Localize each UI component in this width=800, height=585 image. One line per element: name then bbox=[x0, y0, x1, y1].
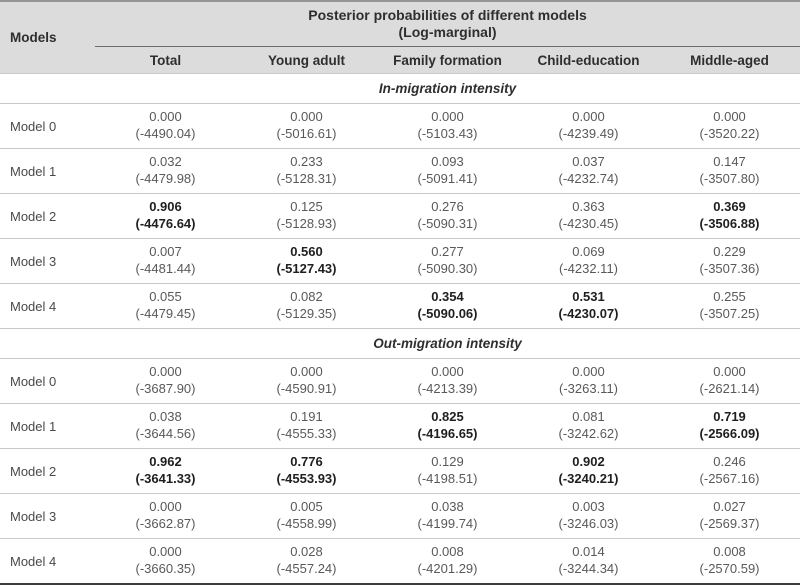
probability-cell bbox=[95, 539, 236, 585]
probability-cell bbox=[377, 539, 518, 585]
log-marginal-value: (-5090.06) bbox=[417, 306, 478, 321]
posterior-probability-value: 0.038 bbox=[149, 409, 182, 425]
model-label: Model 1 bbox=[10, 163, 57, 179]
posterior-probability-value: 0.125 bbox=[290, 199, 323, 215]
log-marginal-value: (-5090.30) bbox=[417, 261, 478, 276]
log-marginal-value: (-4198.51) bbox=[417, 471, 478, 486]
column-header-young-adult: Young adult bbox=[236, 47, 377, 74]
probability-cell bbox=[95, 239, 236, 284]
model-label: Model 1 bbox=[10, 418, 57, 434]
posterior-probability-value: 0.000 bbox=[149, 499, 182, 515]
probability-cell bbox=[95, 494, 236, 539]
posterior-probability-value: 0.082 bbox=[290, 289, 323, 305]
probability-cell bbox=[95, 194, 236, 239]
table-row bbox=[0, 194, 800, 239]
posterior-probability-value: 0.038 bbox=[431, 499, 464, 515]
probability-cell bbox=[236, 149, 377, 194]
posterior-probability-value: 0.191 bbox=[290, 409, 323, 425]
log-marginal-value: (-4230.07) bbox=[558, 306, 619, 321]
section-label: Out-migration intensity bbox=[373, 336, 522, 351]
log-marginal-value: (-3263.11) bbox=[558, 381, 618, 396]
posterior-probability-value: 0.000 bbox=[431, 109, 464, 125]
section-header-row bbox=[0, 329, 800, 359]
posterior-probability-value: 0.014 bbox=[572, 544, 605, 560]
table-title-line2: (Log-marginal) bbox=[398, 24, 497, 40]
probability-cell bbox=[236, 359, 377, 404]
probability-cell bbox=[659, 449, 800, 494]
probability-cell bbox=[659, 494, 800, 539]
log-marginal-value: (-3662.87) bbox=[135, 516, 196, 531]
posterior-probability-value: 0.233 bbox=[290, 154, 323, 170]
posterior-probability-value: 0.369 bbox=[713, 199, 746, 215]
log-marginal-value: (-3507.36) bbox=[699, 261, 760, 276]
posterior-probability-value: 0.000 bbox=[713, 109, 746, 125]
log-marginal-value: (-5128.31) bbox=[276, 171, 337, 186]
table-row bbox=[0, 359, 800, 404]
posterior-probability-value: 0.005 bbox=[290, 499, 323, 515]
log-marginal-value: (-4558.99) bbox=[276, 516, 337, 531]
posterior-probability-value: 0.093 bbox=[431, 154, 464, 170]
probability-cell bbox=[236, 494, 377, 539]
log-marginal-value: (-4213.39) bbox=[417, 381, 478, 396]
posterior-probability-value: 0.246 bbox=[713, 454, 746, 470]
log-marginal-value: (-4230.45) bbox=[558, 216, 619, 231]
log-marginal-value: (-4239.49) bbox=[558, 126, 619, 141]
log-marginal-value: (-4553.93) bbox=[276, 471, 337, 486]
log-marginal-value: (-4555.33) bbox=[276, 426, 337, 441]
probability-cell bbox=[518, 404, 659, 449]
posterior-probability-value: 0.027 bbox=[713, 499, 746, 515]
log-marginal-value: (-4232.74) bbox=[558, 171, 619, 186]
log-marginal-value: (-5129.35) bbox=[276, 306, 337, 321]
probability-cell bbox=[659, 359, 800, 404]
section-label: In-migration intensity bbox=[378, 81, 517, 96]
probability-cell bbox=[236, 194, 377, 239]
log-marginal-value: (-4201.29) bbox=[417, 561, 478, 576]
probability-cell bbox=[377, 149, 518, 194]
posterior-probability-value: 0.000 bbox=[149, 544, 182, 560]
posterior-probability-value: 0.000 bbox=[149, 364, 182, 380]
posterior-probability-value: 0.229 bbox=[713, 244, 746, 260]
probability-cell bbox=[518, 449, 659, 494]
table-row bbox=[0, 539, 800, 585]
section-spacer bbox=[0, 329, 95, 359]
probability-cell bbox=[95, 284, 236, 329]
log-marginal-value: (-5103.43) bbox=[417, 126, 478, 141]
posterior-probability-value: 0.032 bbox=[149, 154, 182, 170]
probability-cell bbox=[377, 194, 518, 239]
probability-cell bbox=[95, 404, 236, 449]
model-label: Model 4 bbox=[10, 553, 57, 569]
model-label: Model 0 bbox=[10, 373, 57, 389]
probability-cell bbox=[95, 149, 236, 194]
probability-cell bbox=[236, 404, 377, 449]
probability-cell bbox=[659, 104, 800, 149]
log-marginal-value: (-5016.61) bbox=[276, 126, 337, 141]
posterior-probability-value: 0.776 bbox=[290, 454, 323, 470]
log-marginal-value: (-5128.93) bbox=[276, 216, 337, 231]
table-row bbox=[0, 494, 800, 539]
log-marginal-value: (-4196.65) bbox=[417, 426, 478, 441]
probability-cell bbox=[236, 284, 377, 329]
probability-cell bbox=[236, 539, 377, 585]
posterior-probability-value: 0.255 bbox=[713, 289, 746, 305]
model-label: Model 2 bbox=[10, 208, 57, 224]
log-marginal-value: (-4557.24) bbox=[276, 561, 337, 576]
probability-cell bbox=[95, 359, 236, 404]
column-header-total: Total bbox=[95, 47, 236, 74]
posterior-probability-value: 0.906 bbox=[149, 199, 182, 215]
posterior-probability-value: 0.902 bbox=[572, 454, 605, 470]
log-marginal-value: (-5090.31) bbox=[417, 216, 478, 231]
probability-cell bbox=[236, 449, 377, 494]
probability-cell bbox=[95, 104, 236, 149]
log-marginal-value: (-4199.74) bbox=[417, 516, 478, 531]
log-marginal-value: (-3506.88) bbox=[699, 216, 760, 231]
probability-cell bbox=[518, 194, 659, 239]
posterior-probability-value: 0.000 bbox=[290, 364, 323, 380]
table-title bbox=[95, 1, 800, 47]
column-header-middle-aged: Middle-aged bbox=[659, 47, 800, 74]
probability-cell bbox=[95, 449, 236, 494]
probability-cell bbox=[377, 449, 518, 494]
posterior-probability-value: 0.000 bbox=[431, 364, 464, 380]
posterior-probability-value: 0.069 bbox=[572, 244, 605, 260]
probability-cell bbox=[236, 239, 377, 284]
column-header-family-formation: Family formation bbox=[377, 47, 518, 74]
probability-cell bbox=[518, 239, 659, 284]
log-marginal-value: (-4479.45) bbox=[135, 306, 196, 321]
posterior-probability-value: 0.081 bbox=[572, 409, 605, 425]
log-marginal-value: (-3244.34) bbox=[558, 561, 619, 576]
probability-cell bbox=[518, 149, 659, 194]
posterior-probability-value: 0.028 bbox=[290, 544, 323, 560]
log-marginal-value: (-2567.16) bbox=[699, 471, 760, 486]
table-body bbox=[0, 74, 800, 585]
probability-cell bbox=[659, 284, 800, 329]
log-marginal-value: (-4232.11) bbox=[558, 261, 618, 276]
probability-cell bbox=[377, 359, 518, 404]
posterior-probability-value: 0.000 bbox=[713, 364, 746, 380]
log-marginal-value: (-5091.41) bbox=[417, 171, 478, 186]
probability-cell bbox=[377, 239, 518, 284]
posterior-probability-value: 0.277 bbox=[431, 244, 464, 260]
log-marginal-value: (-2566.09) bbox=[699, 426, 760, 441]
posterior-probability-value: 0.147 bbox=[713, 154, 746, 170]
posterior-probability-value: 0.003 bbox=[572, 499, 605, 515]
section-header-row bbox=[0, 74, 800, 104]
probability-cell bbox=[518, 284, 659, 329]
posterior-probability-value: 0.007 bbox=[149, 244, 182, 260]
log-marginal-value: (-2621.14) bbox=[699, 381, 760, 396]
model-label: Model 4 bbox=[10, 298, 57, 314]
table-row bbox=[0, 284, 800, 329]
probability-cell bbox=[659, 239, 800, 284]
posterior-probability-value: 0.000 bbox=[290, 109, 323, 125]
model-label: Model 0 bbox=[10, 118, 57, 134]
table-title-line1: Posterior probabilities of different models bbox=[308, 6, 587, 23]
posterior-probability-value: 0.008 bbox=[431, 544, 464, 560]
posterior-probability-value: 0.531 bbox=[572, 289, 605, 305]
posterior-probability-value: 0.008 bbox=[713, 544, 746, 560]
probability-cell bbox=[377, 404, 518, 449]
log-marginal-value: (-3520.22) bbox=[699, 126, 760, 141]
log-marginal-value: (-3641.33) bbox=[135, 471, 196, 486]
probability-cell bbox=[659, 404, 800, 449]
log-marginal-value: (-3687.90) bbox=[135, 381, 196, 396]
log-marginal-value: (-4481.44) bbox=[135, 261, 196, 276]
column-header-row bbox=[0, 47, 800, 74]
model-label: Model 2 bbox=[10, 463, 57, 479]
posterior-probability-value: 0.276 bbox=[431, 199, 464, 215]
probability-cell bbox=[377, 104, 518, 149]
probability-cell bbox=[236, 104, 377, 149]
posterior-probability-value: 0.363 bbox=[572, 199, 605, 215]
probability-cell bbox=[377, 494, 518, 539]
probability-cell bbox=[518, 494, 659, 539]
log-marginal-value: (-4590.91) bbox=[276, 381, 337, 396]
probability-cell bbox=[518, 539, 659, 585]
posterior-probability-value: 0.825 bbox=[431, 409, 464, 425]
model-label: Model 3 bbox=[10, 253, 57, 269]
log-marginal-value: (-3644.56) bbox=[135, 426, 196, 441]
probability-cell bbox=[518, 359, 659, 404]
posterior-probability-value: 0.354 bbox=[431, 289, 464, 305]
posterior-probability-value: 0.055 bbox=[149, 289, 182, 305]
log-marginal-value: (-3242.62) bbox=[558, 426, 619, 441]
log-marginal-value: (-3660.35) bbox=[135, 561, 196, 576]
table-row bbox=[0, 239, 800, 284]
posterior-probability-value: 0.962 bbox=[149, 454, 182, 470]
title-row bbox=[0, 1, 800, 47]
log-marginal-value: (-2569.37) bbox=[699, 516, 760, 531]
posterior-probability-value: 0.000 bbox=[572, 109, 605, 125]
log-marginal-value: (-3507.80) bbox=[699, 171, 760, 186]
table-header bbox=[0, 1, 800, 74]
column-header-child-education: Child-education bbox=[518, 47, 659, 74]
probability-cell bbox=[659, 194, 800, 239]
posterior-probability-value: 0.560 bbox=[290, 244, 323, 260]
posterior-probability-value: 0.000 bbox=[149, 109, 182, 125]
log-marginal-value: (-4476.64) bbox=[135, 216, 196, 231]
posterior-probability-value: 0.719 bbox=[713, 409, 746, 425]
log-marginal-value: (-2570.59) bbox=[699, 561, 760, 576]
log-marginal-value: (-3246.03) bbox=[558, 516, 619, 531]
log-marginal-value: (-4490.04) bbox=[135, 126, 196, 141]
table-row bbox=[0, 449, 800, 494]
table-row bbox=[0, 404, 800, 449]
posterior-probability-value: 0.129 bbox=[431, 454, 464, 470]
probability-cell bbox=[377, 284, 518, 329]
posterior-probability-value: 0.037 bbox=[572, 154, 605, 170]
log-marginal-value: (-3240.21) bbox=[558, 471, 619, 486]
table-row bbox=[0, 104, 800, 149]
posterior-probability-value: 0.000 bbox=[572, 364, 605, 380]
log-marginal-value: (-3507.25) bbox=[699, 306, 760, 321]
model-label: Model 3 bbox=[10, 508, 57, 524]
log-marginal-value: (-5127.43) bbox=[276, 261, 337, 276]
probability-cell bbox=[518, 104, 659, 149]
probability-cell bbox=[659, 539, 800, 585]
section-spacer bbox=[0, 74, 95, 104]
log-marginal-value: (-4479.98) bbox=[135, 171, 196, 186]
models-column-header: Models bbox=[0, 1, 95, 74]
table-row bbox=[0, 149, 800, 194]
probability-cell bbox=[659, 149, 800, 194]
